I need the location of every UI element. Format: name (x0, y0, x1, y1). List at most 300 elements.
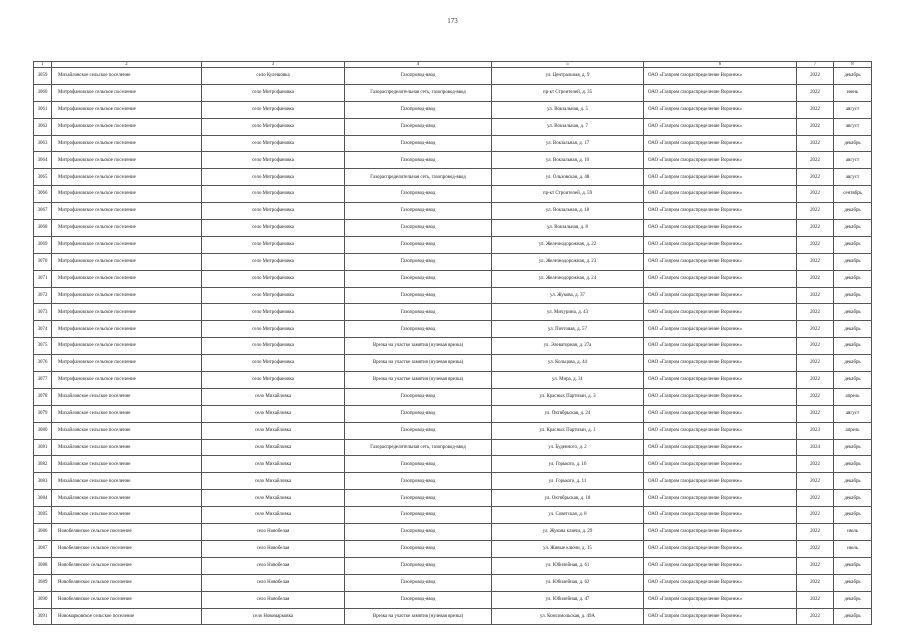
object-type-cell: Газопровод-ввод (345, 118, 492, 135)
month-cell: август (834, 118, 872, 135)
settlement-cell: Митрофановское сельское поселение (52, 101, 202, 118)
object-type-cell: Газораспределительная сеть, газопровод-ввод (345, 169, 492, 186)
table-row (34, 574, 872, 591)
settlement-cell: Новобелянское сельское поселение (52, 557, 202, 574)
organization-cell: ОАО «Газпром газораспределение Воронеж» (644, 557, 797, 574)
table-row (34, 135, 872, 152)
table-row (34, 524, 872, 541)
village-cell: село Митрофановка (202, 152, 345, 169)
table-row (34, 321, 872, 338)
settlement-cell: Новобелянское сельское поселение (52, 524, 202, 541)
object-type-cell: Газопровод-ввод (345, 236, 492, 253)
month-cell: декабрь (834, 270, 872, 287)
table-row (34, 540, 872, 557)
year-cell: 2022 (797, 507, 834, 524)
organization-cell: ОАО «Газпром газораспределение Воронеж» (644, 372, 797, 389)
object-type-cell: Газопровод-ввод (345, 557, 492, 574)
organization-cell: ОАО «Газпром газораспределение Воронеж» (644, 186, 797, 203)
village-cell: село Митрофановка (202, 220, 345, 237)
address-cell: ул. Горького, д. 16 (492, 456, 644, 473)
organization-cell: ОАО «Газпром газораспределение Воронеж» (644, 169, 797, 186)
address-cell: ул. Мира, д. 31 (492, 372, 644, 389)
row-number-cell: 3089 (34, 574, 52, 591)
settlement-cell: Митрофановское сельское поселение (52, 304, 202, 321)
settlement-cell: Михайловское сельское поселение (52, 507, 202, 524)
row-number-cell: 3068 (34, 220, 52, 237)
month-cell: июль (834, 524, 872, 541)
address-cell: ул. Красных Партизан, д. 1 (492, 422, 644, 439)
address-cell: ул. Буденного, д. 2 (492, 439, 644, 456)
row-number-cell: 3065 (34, 169, 52, 186)
village-cell: село Михайловка (202, 388, 345, 405)
month-cell: декабрь (834, 135, 872, 152)
organization-cell: ОАО «Газпром газораспределение Воронеж» (644, 84, 797, 101)
object-type-cell: Газопровод-ввод (345, 135, 492, 152)
settlement-cell: Михайловское сельское поселение (52, 405, 202, 422)
address-cell: ул. Юбилейная, д. 61 (492, 557, 644, 574)
organization-cell: ОАО «Газпром газораспределение Воронеж» (644, 270, 797, 287)
object-type-cell: Газопровод-ввод (345, 473, 492, 490)
settlement-cell: Новобелянское сельское поселение (52, 540, 202, 557)
object-type-cell: Врезка на участке замятия (нулевая врезка) (345, 608, 492, 625)
object-type-cell: Газопровод-ввод (345, 507, 492, 524)
object-type-cell: Газораспределительная сеть, газопровод-ввод (345, 439, 492, 456)
organization-cell: ОАО «Газпром газораспределение Воронеж» (644, 439, 797, 456)
object-type-cell: Газопровод-ввод (345, 540, 492, 557)
settlement-cell: Новомарковское сельское поселение (52, 608, 202, 625)
month-cell: декабрь (834, 236, 872, 253)
organization-cell: ОАО «Газпром газораспределение Воронеж» (644, 118, 797, 135)
address-cell: ул. Юбилейная, д. 47 (492, 591, 644, 608)
village-cell: село Новобелая (202, 524, 345, 541)
year-cell: 2022 (797, 321, 834, 338)
table-row (34, 118, 872, 135)
object-type-cell: Газопровод-ввод (345, 68, 492, 85)
village-cell: село Митрофановка (202, 101, 345, 118)
year-cell: 2022 (797, 540, 834, 557)
row-number-cell: 3085 (34, 507, 52, 524)
object-type-cell: Газопровод-ввод (345, 321, 492, 338)
column-number: 5 (492, 62, 644, 68)
table-row (34, 372, 872, 389)
table-row (34, 490, 872, 507)
month-cell: декабрь (834, 439, 872, 456)
month-cell: декабрь (834, 203, 872, 220)
organization-cell: ОАО «Газпром газораспределение Воронеж» (644, 388, 797, 405)
month-cell: июнь (834, 84, 872, 101)
month-cell: декабрь (834, 321, 872, 338)
settlement-cell: Митрофановское сельское поселение (52, 135, 202, 152)
row-number-cell: 3076 (34, 355, 52, 372)
month-cell: декабрь (834, 304, 872, 321)
table-row (34, 287, 872, 304)
organization-cell: ОАО «Газпром газораспределение Воронеж» (644, 355, 797, 372)
organization-cell: ОАО «Газпром газораспределение Воронеж» (644, 101, 797, 118)
column-number: 2 (52, 62, 202, 68)
month-cell: август (834, 405, 872, 422)
object-type-cell: Газопровод-ввод (345, 388, 492, 405)
row-number-cell: 3072 (34, 287, 52, 304)
settlement-cell: Митрофановское сельское поселение (52, 186, 202, 203)
village-cell: село Новобелая (202, 540, 345, 557)
organization-cell: ОАО «Газпром газораспределение Воронеж» (644, 524, 797, 541)
row-number-cell: 3064 (34, 152, 52, 169)
object-type-cell: Врезка на участке замятия (нулевая врезка) (345, 372, 492, 389)
organization-cell: ОАО «Газпром газораспределение Воронеж» (644, 68, 797, 85)
month-cell: декабрь (834, 287, 872, 304)
gas-connection-register-table (33, 61, 872, 625)
year-cell: 2022 (797, 253, 834, 270)
address-cell: пр-кт Строителей, д. 59 (492, 186, 644, 203)
year-cell: 2022 (797, 608, 834, 625)
village-cell: село Митрофановка (202, 203, 345, 220)
row-number-cell: 3086 (34, 524, 52, 541)
month-cell: декабрь (834, 507, 872, 524)
year-cell: 2022 (797, 524, 834, 541)
organization-cell: ОАО «Газпром газораспределение Воронеж» (644, 456, 797, 473)
village-cell: село Новобелая (202, 557, 345, 574)
table-row (34, 186, 872, 203)
settlement-cell: Митрофановское сельское поселение (52, 236, 202, 253)
year-cell: 2022 (797, 270, 834, 287)
row-number-cell: 3088 (34, 557, 52, 574)
row-number-cell: 3059 (34, 68, 52, 85)
month-cell: август (834, 169, 872, 186)
object-type-cell: Газопровод-ввод (345, 203, 492, 220)
table-row (34, 203, 872, 220)
table-row (34, 236, 872, 253)
month-cell: апрель (834, 388, 872, 405)
table-row (34, 253, 872, 270)
year-cell: 2022 (797, 186, 834, 203)
address-cell: ул. Железнодорожная, д. 22 (492, 236, 644, 253)
organization-cell: ОАО «Газпром газораспределение Воронеж» (644, 490, 797, 507)
month-cell: декабрь (834, 574, 872, 591)
row-number-cell: 3074 (34, 321, 52, 338)
settlement-cell: Митрофановское сельское поселение (52, 203, 202, 220)
table-row (34, 84, 872, 101)
village-cell: село Михайловка (202, 405, 345, 422)
row-number-cell: 3062 (34, 118, 52, 135)
organization-cell: ОАО «Газпром газораспределение Воронеж» (644, 507, 797, 524)
row-number-cell: 3084 (34, 490, 52, 507)
village-cell: село Митрофановка (202, 372, 345, 389)
month-cell: июль (834, 540, 872, 557)
table-row (34, 152, 872, 169)
organization-cell: ОАО «Газпром газораспределение Воронеж» (644, 220, 797, 237)
organization-cell: ОАО «Газпром газораспределение Воронеж» (644, 540, 797, 557)
year-cell: 2022 (797, 287, 834, 304)
row-number-cell: 3083 (34, 473, 52, 490)
object-type-cell: Газопровод-ввод (345, 422, 492, 439)
organization-cell: ОАО «Газпром газораспределение Воронеж» (644, 304, 797, 321)
settlement-cell: Митрофановское сельское поселение (52, 355, 202, 372)
table-row (34, 473, 872, 490)
year-cell: 2022 (797, 490, 834, 507)
row-number-cell: 3081 (34, 439, 52, 456)
village-cell: село Новомарковка (202, 608, 345, 625)
organization-cell: ОАО «Газпром газораспределение Воронеж» (644, 422, 797, 439)
year-cell: 2022 (797, 68, 834, 85)
year-cell: 2022 (797, 557, 834, 574)
object-type-cell: Газопровод-ввод (345, 220, 492, 237)
month-cell: декабрь (834, 608, 872, 625)
settlement-cell: Михайловское сельское поселение (52, 439, 202, 456)
object-type-cell: Врезка на участке замятия (нулевая врезка) (345, 338, 492, 355)
address-cell: ул. Вокзальная, д. 8 (492, 220, 644, 237)
village-cell: село Кулешовка (202, 68, 345, 85)
address-cell: ул. Октябрьская, д. 18 (492, 490, 644, 507)
row-number-cell: 3069 (34, 236, 52, 253)
month-cell: август (834, 101, 872, 118)
village-cell: село Митрофановка (202, 135, 345, 152)
object-type-cell: Газопровод-ввод (345, 524, 492, 541)
village-cell: село Митрофановка (202, 118, 345, 135)
village-cell: село Михайловка (202, 456, 345, 473)
month-cell: сентябрь (834, 186, 872, 203)
village-cell: село Новобелая (202, 574, 345, 591)
address-cell: ул. Вокзальная, д. 7 (492, 118, 644, 135)
settlement-cell: Митрофановское сельское поселение (52, 84, 202, 101)
address-cell: ул. Ольховская, д. 48 (492, 169, 644, 186)
village-cell: село Митрофановка (202, 355, 345, 372)
table-row (34, 388, 872, 405)
year-cell: 2022 (797, 473, 834, 490)
table-row (34, 304, 872, 321)
row-number-cell: 3071 (34, 270, 52, 287)
year-cell: 2022 (797, 169, 834, 186)
row-number-cell: 3070 (34, 253, 52, 270)
table-row (34, 439, 872, 456)
row-number-cell: 3060 (34, 84, 52, 101)
row-number-cell: 3073 (34, 304, 52, 321)
table-row (34, 169, 872, 186)
address-cell: ул. Жукова, д. 37 (492, 287, 644, 304)
village-cell: село Митрофановка (202, 270, 345, 287)
row-number-cell: 3077 (34, 372, 52, 389)
column-number: 3 (202, 62, 345, 68)
settlement-cell: Новобелянское сельское поселение (52, 574, 202, 591)
row-number-cell: 3066 (34, 186, 52, 203)
object-type-cell: Врезка на участке замятия (нулевая врезка) (345, 355, 492, 372)
address-cell: ул. Вокзальная, д. 17 (492, 135, 644, 152)
object-type-cell: Газопровод-ввод (345, 574, 492, 591)
row-number-cell: 3087 (34, 540, 52, 557)
month-cell: декабрь (834, 338, 872, 355)
organization-cell: ОАО «Газпром газораспределение Воронеж» (644, 203, 797, 220)
organization-cell: ОАО «Газпром газораспределение Воронеж» (644, 287, 797, 304)
row-number-cell: 3090 (34, 591, 52, 608)
settlement-cell: Митрофановское сельское поселение (52, 338, 202, 355)
table-row (34, 270, 872, 287)
village-cell: село Михайловка (202, 422, 345, 439)
address-cell: ул. Жукова ключи, д. 29 (492, 524, 644, 541)
month-cell: декабрь (834, 372, 872, 389)
table-row (34, 68, 872, 85)
column-number: 7 (797, 62, 834, 68)
address-cell: ул. Вокзальная, д. 5 (492, 101, 644, 118)
address-cell: ул. Элеваторная, д. 27а (492, 338, 644, 355)
year-cell: 2022 (797, 456, 834, 473)
settlement-cell: Митрофановское сельское поселение (52, 372, 202, 389)
table-row (34, 557, 872, 574)
object-type-cell: Газопровод-ввод (345, 186, 492, 203)
table-row (34, 422, 872, 439)
year-cell: 2022 (797, 152, 834, 169)
address-cell: ул. Юбилейная, д. 62 (492, 574, 644, 591)
year-cell: 2022 (797, 574, 834, 591)
village-cell: село Михайловка (202, 473, 345, 490)
year-cell: 2022 (797, 84, 834, 101)
month-cell: декабрь (834, 220, 872, 237)
month-cell: август (834, 152, 872, 169)
table-row (34, 220, 872, 237)
month-cell: декабрь (834, 490, 872, 507)
month-cell: декабрь (834, 253, 872, 270)
address-cell: ул. Октябрьская, д. 24 (492, 405, 644, 422)
organization-cell: ОАО «Газпром газораспределение Воронеж» (644, 574, 797, 591)
year-cell: 2022 (797, 101, 834, 118)
settlement-cell: Новобелянское сельское поселение (52, 591, 202, 608)
settlement-cell: Михайловское сельское поселение (52, 388, 202, 405)
column-number: 6 (644, 62, 797, 68)
address-cell: ул. Горького, д. 11 (492, 473, 644, 490)
address-cell: ул. Железнодорожная, д. 24 (492, 270, 644, 287)
settlement-cell: Митрофановское сельское поселение (52, 118, 202, 135)
column-number: 1 (34, 62, 52, 68)
row-number-cell: 3061 (34, 101, 52, 118)
address-cell: ул. Комсомольская, д. 49А (492, 608, 644, 625)
year-cell: 2022 (797, 135, 834, 152)
column-number: 4 (345, 62, 492, 68)
settlement-cell: Михайловское сельское поселение (52, 456, 202, 473)
address-cell: ул. Красных Партизан, д. 3 (492, 388, 644, 405)
village-cell: село Михайловка (202, 439, 345, 456)
settlement-cell: Михайловское сельское поселение (52, 473, 202, 490)
village-cell: село Митрофановка (202, 84, 345, 101)
village-cell: село Митрофановка (202, 321, 345, 338)
settlement-cell: Митрофановское сельское поселение (52, 220, 202, 237)
settlement-cell: Михайловское сельское поселение (52, 68, 202, 85)
year-cell: 2023 (797, 422, 834, 439)
row-number-cell: 3082 (34, 456, 52, 473)
table-row (34, 101, 872, 118)
address-cell: ул. Советская, д. 8 (492, 507, 644, 524)
village-cell: село Митрофановка (202, 304, 345, 321)
month-cell: апрель (834, 422, 872, 439)
object-type-cell: Газопровод-ввод (345, 101, 492, 118)
year-cell: 2022 (797, 203, 834, 220)
organization-cell: ОАО «Газпром газораспределение Воронеж» (644, 135, 797, 152)
address-cell: пр-кт Строителей, д. 35 (492, 84, 644, 101)
settlement-cell: Митрофановское сельское поселение (52, 152, 202, 169)
settlement-cell: Михайловское сельское поселение (52, 490, 202, 507)
settlement-cell: Митрофановское сельское поселение (52, 270, 202, 287)
object-type-cell: Газопровод-ввод (345, 405, 492, 422)
year-cell: 2022 (797, 236, 834, 253)
table-row (34, 456, 872, 473)
table-row (34, 608, 872, 625)
object-type-cell: Газораспределительная сеть, газопровод-ввод (345, 84, 492, 101)
address-cell: ул. Живые ключи, д. 15 (492, 540, 644, 557)
village-cell: село Михайловка (202, 507, 345, 524)
address-cell: ул. Центральная, д. 9 (492, 68, 644, 85)
row-number-cell: 3079 (34, 405, 52, 422)
year-cell: 2022 (797, 591, 834, 608)
month-cell: декабрь (834, 591, 872, 608)
object-type-cell: Газопровод-ввод (345, 287, 492, 304)
month-cell: декабрь (834, 557, 872, 574)
address-cell: ул. Мичурина, д. 43 (492, 304, 644, 321)
object-type-cell: Газопровод-ввод (345, 253, 492, 270)
address-cell: ул. Вокзальная, д. 18 (492, 203, 644, 220)
month-cell: декабрь (834, 456, 872, 473)
address-cell: ул. Почтовая, д. 57 (492, 321, 644, 338)
row-number-cell: 3091 (34, 608, 52, 625)
settlement-cell: Митрофановское сельское поселение (52, 253, 202, 270)
year-cell: 2022 (797, 355, 834, 372)
organization-cell: ОАО «Газпром газораспределение Воронеж» (644, 405, 797, 422)
year-cell: 2022 (797, 405, 834, 422)
organization-cell: ОАО «Газпром газораспределение Воронеж» (644, 338, 797, 355)
village-cell: село Митрофановка (202, 236, 345, 253)
address-cell: ул. Вокзальная, д. 10 (492, 152, 644, 169)
row-number-cell: 3075 (34, 338, 52, 355)
year-cell: 2022 (797, 388, 834, 405)
table-row (34, 338, 872, 355)
month-cell: декабрь (834, 355, 872, 372)
month-cell: декабрь (834, 473, 872, 490)
row-number-cell: 3063 (34, 135, 52, 152)
settlement-cell: Митрофановское сельское поселение (52, 287, 202, 304)
year-cell: 2022 (797, 220, 834, 237)
settlement-cell: Михайловское сельское поселение (52, 422, 202, 439)
organization-cell: ОАО «Газпром газораспределение Воронеж» (644, 321, 797, 338)
village-cell: село Михайловка (202, 490, 345, 507)
object-type-cell: Газопровод-ввод (345, 456, 492, 473)
organization-cell: ОАО «Газпром газораспределение Воронеж» (644, 473, 797, 490)
object-type-cell: Газопровод-ввод (345, 591, 492, 608)
column-number: 8 (834, 62, 872, 68)
year-cell: 2024 (797, 439, 834, 456)
village-cell: село Митрофановка (202, 253, 345, 270)
row-number-cell: 3067 (34, 203, 52, 220)
row-number-cell: 3080 (34, 422, 52, 439)
object-type-cell: Газопровод-ввод (345, 304, 492, 321)
table-row (34, 355, 872, 372)
table-row (34, 507, 872, 524)
village-cell: село Митрофановка (202, 287, 345, 304)
object-type-cell: Газопровод-ввод (345, 270, 492, 287)
settlement-cell: Митрофановское сельское поселение (52, 321, 202, 338)
settlement-cell: Митрофановское сельское поселение (52, 169, 202, 186)
organization-cell: ОАО «Газпром газораспределение Воронеж» (644, 152, 797, 169)
page-number: 173 (447, 17, 458, 25)
row-number-cell: 3078 (34, 388, 52, 405)
year-cell: 2022 (797, 304, 834, 321)
address-cell: ул. Кольцова, д. 44 (492, 355, 644, 372)
year-cell: 2022 (797, 372, 834, 389)
month-cell: декабрь (834, 68, 872, 85)
object-type-cell: Газопровод-ввод (345, 490, 492, 507)
organization-cell: ОАО «Газпром газораспределение Воронеж» (644, 591, 797, 608)
village-cell: село Митрофановка (202, 169, 345, 186)
table-row (34, 405, 872, 422)
address-cell: ул. Железнодорожная, д. 23 (492, 253, 644, 270)
organization-cell: ОАО «Газпром газораспределение Воронеж» (644, 253, 797, 270)
table-row (34, 591, 872, 608)
organization-cell: ОАО «Газпром газораспределение Воронеж» (644, 608, 797, 625)
